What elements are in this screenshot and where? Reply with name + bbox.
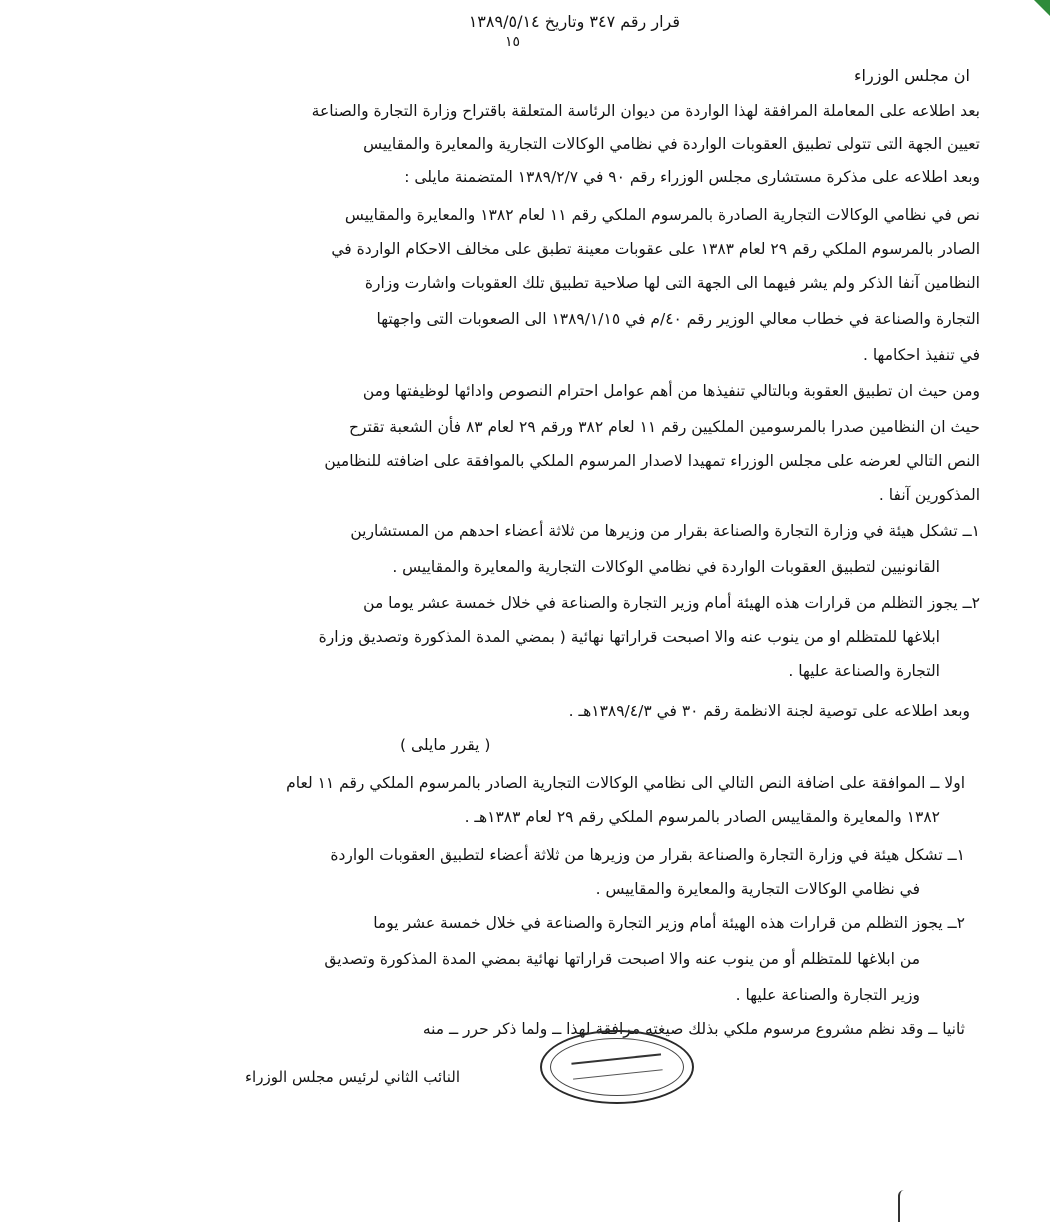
body-line: وبعد اطلاعه على توصية لجنة الانظمة رقم ٣٠ في ١٣٨٩/٤/٣هـ . [568, 702, 970, 720]
council-heading: ان مجلس الوزراء [854, 66, 970, 85]
body-line: المذكورين آنفا . [878, 486, 980, 504]
decides-heading: ( يقرر مايلى ) [400, 736, 491, 754]
clause-1-line: القانونيين لتطبيق العقوبات الواردة في نظامي الوكالات التجارية والمعايرة والمقاييس . [392, 558, 940, 576]
body-line: بعد اطلاعه على المعاملة المرافقة لهذا الواردة من ديوان الرئاسة المتعلقة باقتراح وزارة التجارة والصناعة [311, 102, 980, 120]
clause-2-line: ابلاغها للمتظلم او من ينوب عنه والا اصبحت قراراتها نهائية ( بمضي المدة المذكورة وتصديق وزارة [318, 628, 940, 646]
body-line: حيث ان النظامين صدرا بالمرسومين الملكيين رقم ١١ لعام ٣٨٢ ورقم ٢٩ لعام ٨٣ فأن الشعبة تقترح [348, 418, 980, 436]
article-clause-2-line: وزير التجارة والصناعة عليها . [735, 986, 920, 1004]
date-denominator: ١٥ [504, 34, 520, 50]
body-line: وبعد اطلاعه على مذكرة مستشارى مجلس الوزراء رقم ٩٠ في ١٣٨٩/٢/٧ المتضمنة مايلى : [404, 168, 980, 186]
article-clause-1-line: في نظامي الوكالات التجارية والمعايرة والمقاييس . [595, 880, 920, 898]
margin-mark [898, 1190, 908, 1222]
first-article-line: اولا ــ الموافقة على اضافة النص التالي الى نظامي الوكالات التجارية الصادر بالمرسوم الملكي رقم ١١ لعام [286, 774, 965, 792]
body-line: النص التالي لعرضه على مجلس الوزراء تمهيدا لاصدار المرسوم الملكي بالموافقة على اضافته للنظامين [324, 452, 980, 470]
body-line: في تنفيذ احكامها . [862, 346, 980, 364]
body-line: الصادر بالمرسوم الملكي رقم ٢٩ لعام ١٣٨٣ على عقوبات معينة تطبق على مخالف الاحكام الواردة في [331, 240, 980, 258]
decision-number-date: قرار رقم ٣٤٧ وتاريخ ١٣٨٩/٥/١٤ [468, 12, 680, 31]
signatory-title: النائب الثاني لرئيس مجلس الوزراء [245, 1068, 460, 1086]
article-clause-1-line: ١ــ تشكل هيئة في وزارة التجارة والصناعة بقرار من وزيرها من ثلاثة أعضاء لتطبيق العقوبات الواردة [330, 846, 965, 864]
body-line: التجارة والصناعة في خطاب معالي الوزير رقم ٤٠/م في ١٣٨٩/١/١٥ الى الصعوبات التى واجهتها [376, 310, 980, 328]
signature-scrawl [571, 1053, 662, 1079]
official-seal [540, 1030, 694, 1104]
clause-2-line: ٢ــ يجوز التظلم من قرارات هذه الهيئة أمام وزير التجارة والصناعة في خلال خمسة عشر يوما من [363, 594, 980, 612]
clause-2-line: التجارة والصناعة عليها . [788, 662, 940, 680]
body-line: نص في نظامي الوكالات التجارية الصادرة بالمرسوم الملكي رقم ١١ لعام ١٣٨٢ والمعايرة والمقاييس [344, 206, 980, 224]
second-article-line: ثانيا ــ وقد نظم مشروع مرسوم ملكي بذلك صيغته مرافقة لهذا ــ ولما ذكر حرر ــ منه [422, 1020, 965, 1038]
decision-header [380, 10, 680, 54]
body-line: ومن حيث ان تطبيق العقوبة وبالتالي تنفيذها من أهم عوامل احترام النصوص وادائها لوظيفتها ومن [362, 382, 980, 400]
clause-1-line: ١ــ تشكل هيئة في وزارة التجارة والصناعة بقرار من وزيرها من ثلاثة أعضاء احدهم من المستشارين [350, 522, 980, 540]
first-article-line: ١٣٨٢ والمعايرة والمقاييس الصادر بالمرسوم الملكي رقم ٢٩ لعام ١٣٨٣هـ . [464, 808, 940, 826]
article-clause-2-line: من ابلاغها للمتظلم أو من ينوب عنه والا اصبحت قراراتها نهائية بمضي المدة المذكورة وتصديق [324, 950, 920, 968]
corner-mark [1034, 0, 1050, 16]
body-line: النظامين آنفا الذكر ولم يشر فيهما الى الجهة التى لها صلاحية تطبيق تلك العقوبات واشارت وزارة [364, 274, 980, 292]
body-line: تعيين الجهة التى تتولى تطبيق العقوبات الواردة في نظامي الوكالات التجارية والمعايرة والمقاييس [363, 135, 980, 153]
article-clause-2-line: ٢ــ يجوز التظلم من قرارات هذه الهيئة أمام وزير التجارة والصناعة في خلال خمسة عشر يوما [373, 914, 965, 932]
